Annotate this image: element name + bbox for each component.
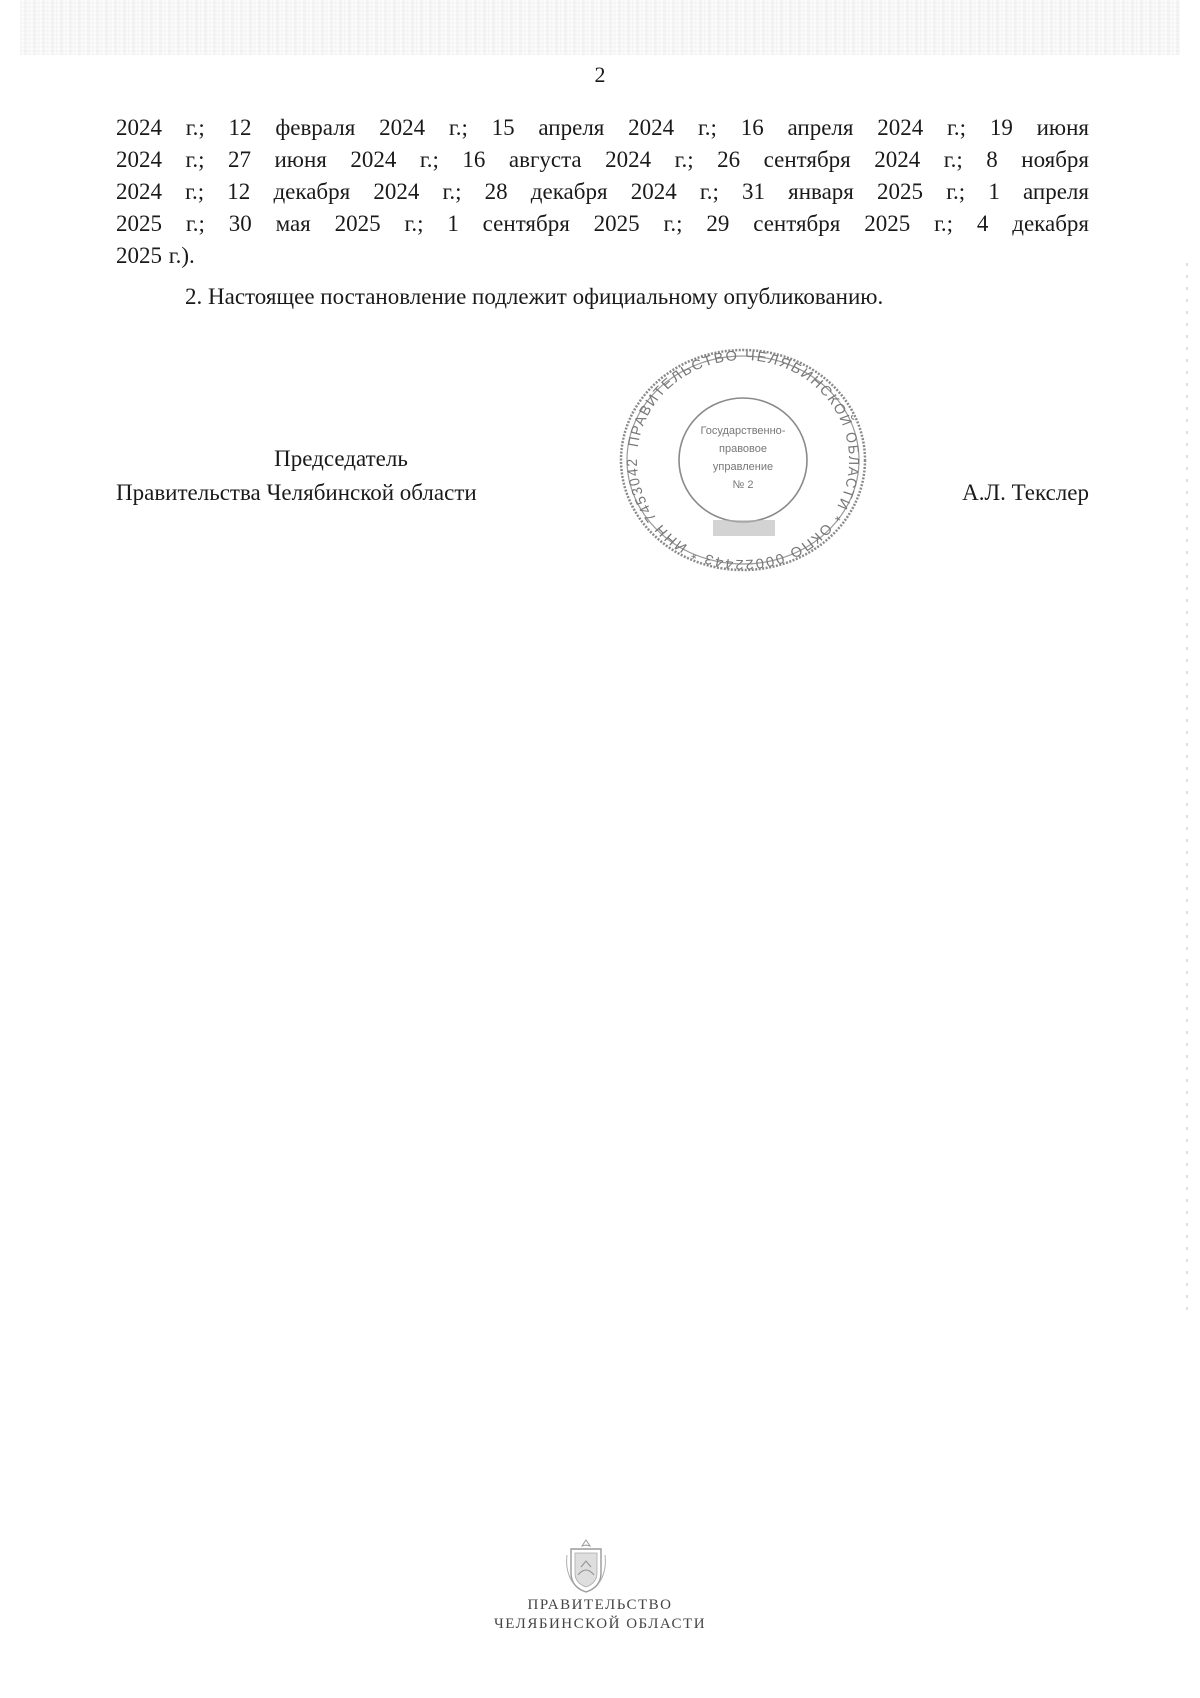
page-number: 2 [594, 62, 606, 87]
seal-inner-line2: правовое [719, 443, 767, 455]
paragraph-line: 2025 г.; 30 мая 2025 г.; 1 сентября 2025 г.; 29 сентября 2025 г.; 4 декабря [116, 211, 1089, 236]
coat-of-arms-icon [563, 1537, 609, 1595]
signature-title-line2: Правительства Челябинской области [116, 480, 477, 505]
item-2-publication: 2. Настоящее постановление подлежит официальному опубликованию. [185, 284, 884, 309]
scan-artifact-top [20, 0, 1180, 55]
paragraph-line: 2025 г.). [116, 243, 195, 268]
footer-line2: ЧЕЛЯБИНСКОЙ ОБЛАСТИ [493, 1616, 707, 1632]
footer-line1: ПРАВИТЕЛЬСТВО [527, 1597, 673, 1613]
paragraph-line: 2024 г.; 27 июня 2024 г.; 16 августа 2024 г.; 26 сентября 2024 г.; 8 ноября [116, 147, 1089, 172]
signature-title-line1: Председатель [274, 446, 408, 471]
seal-inner-line1: Государственно- [700, 425, 786, 437]
seal-inner-line3: управление [712, 461, 774, 473]
paragraph-dates [116, 112, 1089, 272]
seal-ring-text: ПРАВИТЕЛЬСТВО ЧЕЛЯБИНСКОЙ ОБЛАСТИ * ОКПО 00022443 * ИНН 7453042 [624, 348, 862, 572]
paragraph-line: 2024 г.; 12 декабря 2024 г.; 28 декабря 2024 г.; 31 января 2025 г.; 1 апреля [116, 179, 1089, 204]
seal-inner-line4: № 2 [732, 479, 754, 491]
official-seal [616, 344, 870, 576]
signer-name: А.Л. Текслер [962, 480, 1089, 505]
scan-artifact-edge [1186, 260, 1188, 1310]
paragraph-line: 2024 г.; 12 февраля 2024 г.; 15 апреля 2024 г.; 16 апреля 2024 г.; 19 июня [116, 115, 1089, 140]
